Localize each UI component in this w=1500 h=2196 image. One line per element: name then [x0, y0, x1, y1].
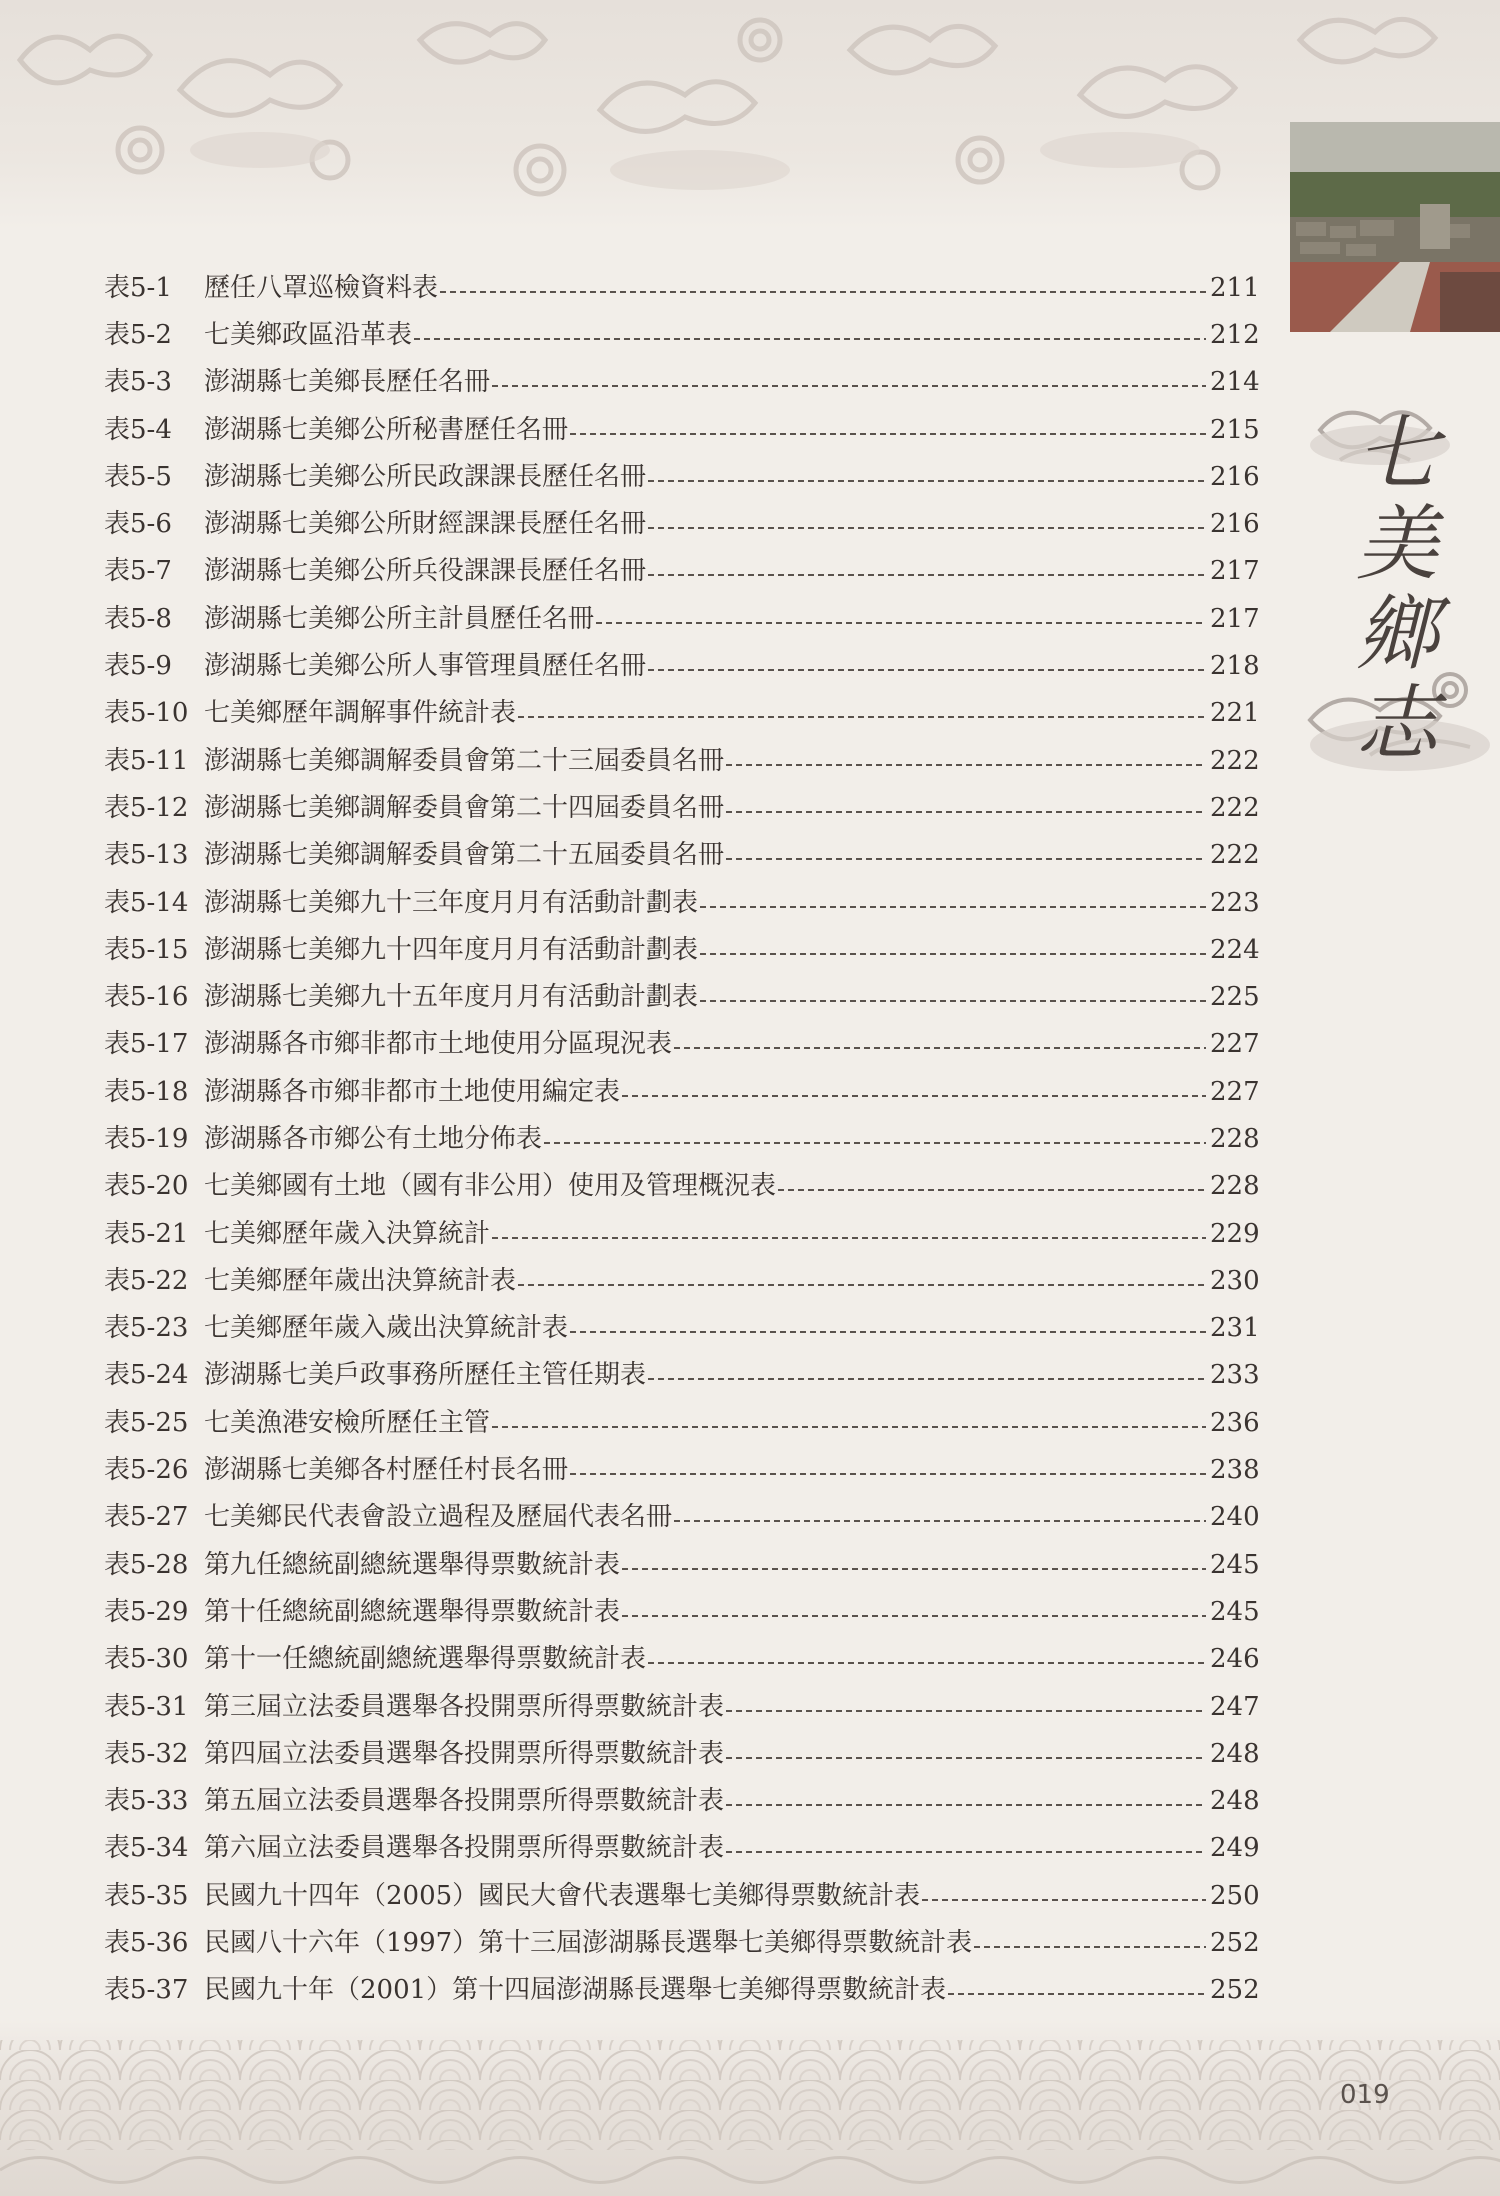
entry-page-number: 229: [1210, 1218, 1260, 1249]
dash-leader: [726, 858, 1206, 860]
dash-leader: [440, 291, 1206, 293]
table-number: 表5-25: [104, 1407, 189, 1438]
table-number: 表5-27: [104, 1502, 189, 1533]
table-number: 表5-28: [104, 1549, 189, 1580]
dash-leader: [518, 1284, 1206, 1286]
toc-entry: [104, 1778, 1260, 1825]
table-title: 澎湖縣七美鄉各村歷任村長名冊: [204, 1455, 569, 1486]
table-title: 澎湖縣七美鄉九十五年度月月有活動計劃表: [204, 982, 699, 1013]
title-char-3: 鄉: [1356, 587, 1438, 682]
dash-leader: [492, 385, 1206, 387]
table-title: 第十任總統副總統選舉得票數統計表: [204, 1596, 621, 1627]
entry-page-number: 245: [1210, 1549, 1260, 1580]
toc-entry: [104, 737, 1260, 784]
table-number: 表5-16: [104, 982, 189, 1013]
entry-page-number: 222: [1210, 792, 1260, 823]
dash-leader: [648, 1378, 1206, 1380]
table-title: 第九任總統副總統選舉得票數統計表: [204, 1549, 621, 1580]
toc-entry: [104, 453, 1260, 500]
table-number: 表5-33: [104, 1786, 189, 1817]
entry-page-number: 227: [1210, 1076, 1260, 1107]
page-number: 019: [1340, 2080, 1390, 2110]
table-number: 表5-23: [104, 1313, 189, 1344]
entry-page-number: 224: [1210, 934, 1260, 965]
entry-page-number: 212: [1210, 319, 1260, 350]
entry-page-number: 223: [1210, 887, 1260, 918]
table-title: 澎湖縣七美鄉公所秘書歷任名冊: [204, 414, 569, 445]
table-number: 表5-21: [104, 1218, 189, 1249]
dash-leader: [492, 1426, 1206, 1428]
table-title: 七美鄉歷年調解事件統計表: [204, 698, 517, 729]
dash-leader: [726, 1804, 1206, 1806]
table-number: 表5-6: [104, 509, 172, 540]
table-title: 澎湖縣七美鄉調解委員會第二十五屆委員名冊: [204, 840, 725, 871]
dash-leader: [778, 1189, 1206, 1191]
dash-leader: [674, 1520, 1206, 1522]
entry-page-number: 231: [1210, 1313, 1260, 1344]
table-number: 表5-1: [104, 272, 172, 303]
entry-page-number: 228: [1210, 1171, 1260, 1202]
toc-entry: [104, 832, 1260, 879]
entry-page-number: 216: [1210, 461, 1260, 492]
table-number: 表5-29: [104, 1596, 189, 1627]
table-title: 澎湖縣各市鄉非都市土地使用分區現況表: [204, 1029, 673, 1060]
dash-leader: [648, 527, 1206, 529]
title-char-4: 志: [1356, 677, 1438, 772]
entry-page-number: 214: [1210, 367, 1260, 398]
table-number: 表5-22: [104, 1265, 189, 1296]
toc-entry: [104, 784, 1260, 831]
table-number: 表5-36: [104, 1928, 189, 1959]
dash-leader: [518, 716, 1206, 718]
table-list: [104, 264, 1260, 2014]
entry-page-number: 246: [1210, 1644, 1260, 1675]
toc-entry: [104, 1021, 1260, 1068]
title-char-1: 七: [1356, 407, 1438, 502]
table-title: 澎湖縣七美鄉調解委員會第二十三屆委員名冊: [204, 745, 725, 776]
dash-leader: [648, 1662, 1206, 1664]
table-number: 表5-2: [104, 319, 172, 350]
dash-leader: [700, 1000, 1206, 1002]
table-number: 表5-34: [104, 1833, 189, 1864]
entry-page-number: 247: [1210, 1691, 1260, 1722]
table-title: 七美鄉國有土地（國有非公用）使用及管理概況表: [204, 1171, 777, 1202]
entry-page-number: 233: [1210, 1360, 1260, 1391]
table-number: 表5-12: [104, 792, 189, 823]
table-number: 表5-19: [104, 1123, 189, 1154]
dash-leader: [596, 622, 1206, 624]
table-number: 表5-13: [104, 840, 189, 871]
table-number: 表5-8: [104, 603, 172, 634]
dash-leader: [700, 953, 1206, 955]
table-title: 歷任八罩巡檢資料表: [204, 272, 439, 303]
cloud-pattern-top: [0, 0, 1500, 230]
table-title: 七美鄉政區沿革表: [204, 319, 413, 350]
table-title: 七美鄉歷年歲入決算統計: [204, 1218, 491, 1249]
table-number: 表5-24: [104, 1360, 189, 1391]
table-title: 澎湖縣七美鄉公所民政課課長歷任名冊: [204, 461, 647, 492]
table-number: 表5-32: [104, 1738, 189, 1769]
table-number: 表5-7: [104, 556, 172, 587]
table-title: 第十一任總統副總統選舉得票數統計表: [204, 1644, 647, 1675]
entry-page-number: 215: [1210, 414, 1260, 445]
toc-entry: [104, 642, 1260, 689]
table-number: 表5-30: [104, 1644, 189, 1675]
table-number: 表5-18: [104, 1076, 189, 1107]
dash-leader: [726, 811, 1206, 813]
entry-page-number: 217: [1210, 603, 1260, 634]
toc-entry: [104, 1210, 1260, 1257]
entry-page-number: 221: [1210, 698, 1260, 729]
dash-leader: [648, 574, 1206, 576]
toc-entry: [104, 1305, 1260, 1352]
toc-entry: [104, 548, 1260, 595]
table-title: 第六屆立法委員選舉各投開票所得票數統計表: [204, 1833, 725, 1864]
table-number: 表5-14: [104, 887, 189, 918]
table-number: 表5-26: [104, 1455, 189, 1486]
dash-leader: [648, 480, 1206, 482]
toc-entry: [104, 1257, 1260, 1304]
toc-entry: [104, 1446, 1260, 1493]
table-title: 澎湖縣七美戶政事務所歷任主管任期表: [204, 1360, 647, 1391]
entry-page-number: 250: [1210, 1880, 1260, 1911]
toc-entry: [104, 1872, 1260, 1919]
dash-leader: [622, 1095, 1206, 1097]
toc-entry: [104, 1399, 1260, 1446]
dash-leader: [726, 1710, 1206, 1712]
table-number: 表5-17: [104, 1029, 189, 1060]
entry-page-number: 252: [1210, 1928, 1260, 1959]
dash-leader: [700, 906, 1206, 908]
toc-entry: [104, 1163, 1260, 1210]
wave-pattern-bottom: [0, 2020, 1500, 2196]
table-number: 表5-15: [104, 934, 189, 965]
entry-page-number: 225: [1210, 982, 1260, 1013]
entry-page-number: 227: [1210, 1029, 1260, 1060]
toc-entry: [104, 595, 1260, 642]
table-title: 七美漁港安檢所歷任主管: [204, 1407, 491, 1438]
dash-leader: [414, 338, 1206, 340]
toc-entry: [104, 1541, 1260, 1588]
toc-entry: [104, 1967, 1260, 2014]
table-number: 表5-5: [104, 461, 172, 492]
dash-leader: [974, 1946, 1206, 1948]
entry-page-number: 218: [1210, 651, 1260, 682]
dash-leader: [726, 1757, 1206, 1759]
toc-entry: [104, 879, 1260, 926]
entry-page-number: 230: [1210, 1265, 1260, 1296]
entry-page-number: 248: [1210, 1738, 1260, 1769]
toc-entry: [104, 406, 1260, 453]
dash-leader: [622, 1615, 1206, 1617]
entry-page-number: 248: [1210, 1786, 1260, 1817]
dash-leader: [492, 1237, 1206, 1239]
table-title: 澎湖縣七美鄉調解委員會第二十四屆委員名冊: [204, 792, 725, 823]
entry-page-number: 249: [1210, 1833, 1260, 1864]
landscape-photo: [1290, 122, 1500, 332]
entry-page-number: 236: [1210, 1407, 1260, 1438]
toc-entry: [104, 264, 1260, 311]
entry-page-number: 228: [1210, 1123, 1260, 1154]
table-title: 第四屆立法委員選舉各投開票所得票數統計表: [204, 1738, 725, 1769]
title-char-2: 美: [1356, 497, 1438, 592]
table-title: 第五屆立法委員選舉各投開票所得票數統計表: [204, 1786, 725, 1817]
table-title: 七美鄉歷年歲出決算統計表: [204, 1265, 517, 1296]
table-title: 澎湖縣各市鄉非都市土地使用編定表: [204, 1076, 621, 1107]
table-number: 表5-31: [104, 1691, 189, 1722]
toc-entry: [104, 690, 1260, 737]
dash-leader: [726, 764, 1206, 766]
entry-page-number: 252: [1210, 1975, 1260, 2006]
dash-leader: [622, 1568, 1206, 1570]
dash-leader: [726, 1851, 1206, 1853]
table-title: 民國八十六年（1997）第十三屆澎湖縣長選舉七美鄉得票數統計表: [204, 1928, 973, 1959]
table-title: 七美鄉歷年歲入歲出決算統計表: [204, 1313, 569, 1344]
table-number: 表5-4: [104, 414, 172, 445]
table-number: 表5-37: [104, 1975, 189, 2006]
entry-page-number: 222: [1210, 745, 1260, 776]
toc-entry: [104, 1494, 1260, 1541]
dash-leader: [570, 433, 1206, 435]
toc-entry: [104, 500, 1260, 547]
entry-page-number: 211: [1210, 272, 1260, 303]
entry-page-number: 240: [1210, 1502, 1260, 1533]
dash-leader: [648, 669, 1206, 671]
entry-page-number: 245: [1210, 1596, 1260, 1627]
table-number: 表5-10: [104, 698, 189, 729]
table-title: 澎湖縣七美鄉公所財經課課長歷任名冊: [204, 509, 647, 540]
toc-entry: [104, 1825, 1260, 1872]
entry-page-number: 222: [1210, 840, 1260, 871]
table-number: 表5-3: [104, 367, 172, 398]
entry-page-number: 216: [1210, 509, 1260, 540]
toc-entry: [104, 359, 1260, 406]
dash-leader: [948, 1993, 1206, 1995]
dash-leader: [570, 1331, 1206, 1333]
table-title: 澎湖縣七美鄉公所兵役課課長歷任名冊: [204, 556, 647, 587]
table-title: 澎湖縣七美鄉公所人事管理員歷任名冊: [204, 651, 647, 682]
table-title: 民國九十年（2001）第十四屆澎湖縣長選舉七美鄉得票數統計表: [204, 1975, 947, 2006]
table-number: 表5-35: [104, 1880, 189, 1911]
toc-entry: [104, 1068, 1260, 1115]
vertical-book-title: [1300, 390, 1500, 810]
toc-entry: [104, 1730, 1260, 1777]
entry-page-number: 238: [1210, 1455, 1260, 1486]
toc-entry: [104, 1636, 1260, 1683]
toc-entry: [104, 1588, 1260, 1635]
table-title: 民國九十四年（2005）國民大會代表選舉七美鄉得票數統計表: [204, 1880, 921, 1911]
table-title: 澎湖縣七美鄉九十三年度月月有活動計劃表: [204, 887, 699, 918]
toc-entry: [104, 1683, 1260, 1730]
toc-entry: [104, 926, 1260, 973]
toc-entry: [104, 1115, 1260, 1162]
dash-leader: [570, 1473, 1206, 1475]
dash-leader: [922, 1899, 1206, 1901]
toc-entry: [104, 1352, 1260, 1399]
table-title: 澎湖縣七美鄉九十四年度月月有活動計劃表: [204, 934, 699, 965]
toc-entry: [104, 1919, 1260, 1966]
table-number: 表5-9: [104, 651, 172, 682]
dash-leader: [544, 1142, 1206, 1144]
table-number: 表5-20: [104, 1171, 189, 1202]
table-title: 澎湖縣七美鄉公所主計員歷任名冊: [204, 603, 595, 634]
table-title: 七美鄉民代表會設立過程及歷屆代表名冊: [204, 1502, 673, 1533]
table-title: 澎湖縣各市鄉公有土地分佈表: [204, 1123, 543, 1154]
table-title: 澎湖縣七美鄉長歷任名冊: [204, 367, 491, 398]
table-title: 第三屆立法委員選舉各投開票所得票數統計表: [204, 1691, 725, 1722]
entry-page-number: 217: [1210, 556, 1260, 587]
table-number: 表5-11: [104, 745, 189, 776]
toc-entry: [104, 311, 1260, 358]
toc-entry: [104, 973, 1260, 1020]
dash-leader: [674, 1047, 1206, 1049]
